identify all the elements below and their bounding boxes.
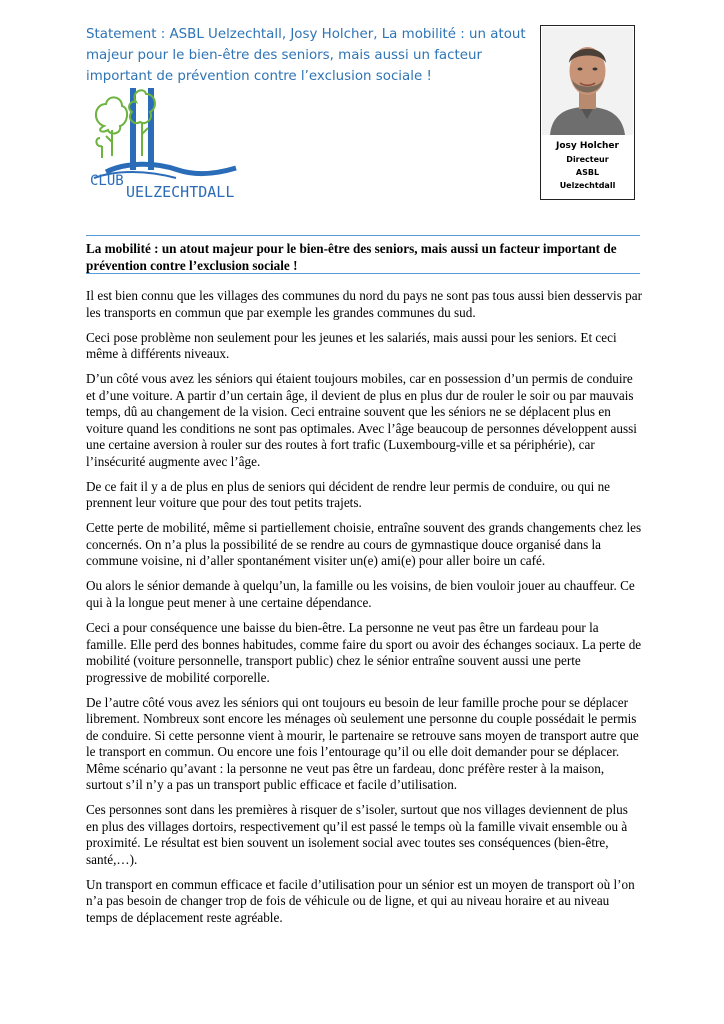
paragraph: Il est bien connu que les villages des communes du nord du pays ne sont pas tous aussi bien desservis par les transports en commun que par exemple les grandes communes du sud.: [86, 288, 642, 320]
headline-top-rule: [86, 235, 640, 236]
paragraph: Ces personnes sont dans les premières à risquer de s’isoler, surtout que nos villages deviennent de plus en plus des villages dortoirs, respectivement qu’il est passé le temps où la famille vivait ensemble ou à proximité. Le résultat est bien souvent un isolement social avec toutes ses conséquences (bien-être, santé,…).: [86, 802, 628, 867]
paragraph: Un transport en commun efficace et facile d’utilisation pour un sénior est un moyen de transport où l’on n’a pas besoin de changer trop de fois de véhicule ou de ligne, et qui au niveau horaire et au niveau temps de déplacement reste agréable.: [86, 876, 635, 925]
profile-card: [540, 25, 635, 200]
paragraph: De ce fait il y a de plus en plus de seniors qui décident de rendre leur permis de conduire, ou qui ne prennent leur voiture que pour des tout petits trajets.: [86, 478, 611, 511]
paragraph: Ou alors le sénior demande à quelqu’un, la famille ou les voisins, de bien vouloir jouer au chauffeur. Ce qui à la longue peut mener à une certaine dépendance.: [86, 578, 635, 610]
profile-name: Josy Holcher: [556, 141, 619, 151]
logo-text-uelzechtdall: UELZECHTDALL: [126, 183, 235, 198]
paragraph: Ceci pose problème non seulement pour les jeunes et les salariés, mais aussi pour les seniors. Et ceci même à différents niveaux.: [86, 329, 617, 362]
article-headline: La mobilité : un atout majeur pour le bien-être des seniors, mais aussi un facteur important de prévention contre l’exclusion sociale !: [86, 241, 617, 273]
paragraph: Cette perte de mobilité, même si partiellement choisie, entraîne souvent des grands changements chez les concernés. On n’a plus la possibilité de se rendre au cours de gymnastique douce organisé dans la commune voisine, ni d’aller spontanément visiter un(e) ami(e) pour aller boire un café.: [86, 520, 642, 569]
profile-role: Directeur: [566, 155, 609, 164]
portrait-photo: [542, 27, 633, 135]
profile-org-1: ASBL: [575, 168, 600, 177]
statement-title: Statement : ASBL Uelzechtall, Josy Holcher, La mobilité : un atout majeur pour le bien-être des seniors, mais aussi un facteur important de prévention contre l’exclusion sociale !: [86, 27, 526, 84]
paragraph: De l’autre côté vous avez les séniors qui ont toujours eu besoin de leur famille proche pour se déplacer librement. Nombreux sont encore les ménages où seulement une personne du couple possédait le permis de conduire. Si cette personne vient à mourir, le partenaire se retrouve sans moyen de transport autre que le transport en commun. Ou encore une fois l’entourage qu’il ou elle doit demander pour se déplacer. Même scénario qu’avant : la personne ne veut pas être un fardeau, donc préfère rester à la maison, surtout s’il n’y a pas un transport public efficace et facile d’utilisation.: [86, 694, 639, 793]
logo-text-club: CLUB: [90, 173, 124, 189]
profile-org-2: Uelzechtdall: [559, 181, 616, 190]
headline-bottom-rule: [86, 273, 640, 274]
article-body: [86, 288, 642, 935]
profile-caption: [541, 139, 634, 192]
club-uelzechtdall-logo: [86, 86, 246, 198]
paragraph: D’un côté vous avez les séniors qui étaient toujours mobiles, car en possession d’un permis de conduire et d’une voiture. A partir d’un certain âge, il devient de plus en plus dur de rouler le soir ou par mauvais temps, dû au changement de la vision. Ceci entraine souvent que les séniors ne se déplacent plus en voiture quand les conditions ne sont pas optimales. Avec l’âge beaucoup de personnes développent aussi une certaine aversion à rouler sur des routes à fort trafic (Luxembourg-ville et sa périphérie), car l’insécurité augmente avec l’âge.: [86, 371, 637, 469]
paragraph: Ceci a pour conséquence une baisse du bien-être. La personne ne veut pas être un fardeau pour la famille. Elle perd des bonnes habitudes, comme faire du sport ou avoir des échanges sociaux. La perte de mobilité (voiture personnelle, transport public) chez le sénior entraîne souvent aussi une perte progressive de mobilité corporelle.: [86, 620, 642, 685]
